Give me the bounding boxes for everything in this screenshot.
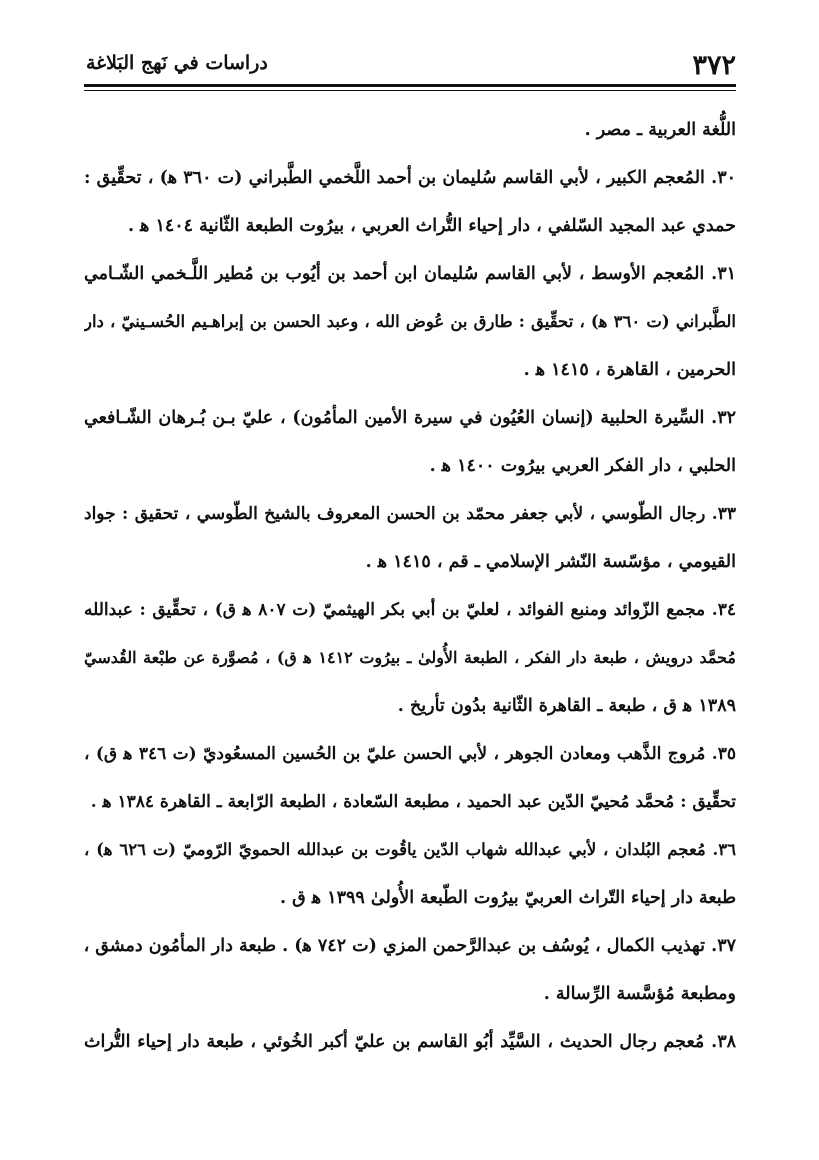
text-line: تحقِّيق : مُحمَّد مُحييّ الدّين عبد الحميد ، مطبعة السّعادة ، الطبعة الرّابعة ـ القاهرة ١٣٨٤ ﻫ . <box>90 792 736 812</box>
text-line: الطَّبراني (ت ٣٦٠ ﻫ) ، تحقِّيق : طارق بن عُوض الله ، وعبد الحسن بن إبراهـيم الحُسـينيّ ، دار <box>84 312 736 331</box>
bibliography-list <box>84 108 736 1068</box>
text-line: مُحمَّد درويش ، طبعة دار الفكر ، الطبعة الأُولىٰ ـ بيرُوت ١٤١٢ ﻫ ق) ، مُصوَّرة عن طبْعة القُدسيّ <box>84 648 736 667</box>
text-line: ٣٢. السِّيرة الحلبية (إنسان العُيُون في سيرة الأمين المأمُون) ، عليّ بـن بُـرهان الشّـافعي <box>84 408 736 428</box>
header-rule-thin <box>84 90 736 91</box>
text-line: ٣٧. تهذيب الكمال ، يُوسُف بن عبدالرَّحمن المزي (ت ٧٤٢ ﻫ) . طبعة دار المأمُون دمشق ، <box>84 936 736 956</box>
text-line: الحرمين ، القاهرة ، ١٤١٥ ﻫ . <box>523 360 736 380</box>
text-line: طبعة دار إحياء التّراث العربيّ بيرُوت الطّبعة الأُولىٰ ١٣٩٩ ﻫ ق . <box>279 888 736 908</box>
text-line: ٣٣. رجال الطّوسي ، لأبي جعفر محمّد بن الحسن المعروف بالشيخ الطّوسي ، تحقيق : جواد <box>84 504 736 524</box>
header-rule-thick <box>84 84 736 87</box>
text-line: ٣٨. مُعجم رجال الحديث ، السَّيِّد أبُو القاسم بن عليّ أكبر الخُوئي ، طبعة دار إحياء التُّراث <box>84 1032 736 1052</box>
text-line: ٣٥. مُروج الذَّهب ومعادن الجوهر ، لأبي الحسن عليّ بن الحُسين المسعُوديّ (ت ٣٤٦ ﻫ ق) ، <box>84 744 736 764</box>
text-line: ٣٤. مجمع الزّوائد ومنبع الفوائد ، لعليّ بن أبي بكر الهيثميّ (ت ٨٠٧ ﻫ ق) ، تحقِّيق : عبدالله <box>84 600 736 620</box>
text-line: القيومي ، مؤسّسة النّشر الإسلامي ـ قم ، ١٤١٥ ﻫ . <box>365 552 736 572</box>
text-line: ٣٠. المُعجم الكبير ، لأبي القاسم سُليمان بن أحمد اللَّخمي الطَّبراني (ت ٣٦٠ ﻫ) ، تحقِّيق : <box>84 168 736 188</box>
page-number: ٣٧٢ <box>692 50 736 81</box>
page-header <box>84 44 736 84</box>
text-line: ومطبعة مُؤسَّسة الرِّسالة . <box>543 984 736 1004</box>
running-title: دراسات في نَهج البَلاغة <box>86 52 268 74</box>
text-line: ١٣٨٩ ﻫ ق ، طبعة ـ القاهرة الثّانية بدُون تأريخ . <box>397 696 736 716</box>
text-line: اللُّغة العربية ـ مصر . <box>584 120 736 140</box>
text-line: ٣١. المُعجم الأوسط ، لأبي القاسم سُليمان ابن أحمد بن أيُوب بن مُطير اللَّـخمي الشّـامي <box>84 264 736 284</box>
text-line: الحلبي ، دار الفكر العربي بيرُوت ١٤٠٠ ﻫ . <box>429 456 736 476</box>
text-line: ٣٦. مُعجم البُلدان ، لأبي عبدالله شهاب الدّين ياقُوت بن عبدالله الحمويّ الرّوميّ (ت ٦٢٦ ﻫ) ، <box>84 840 736 859</box>
text-line: حمدي عبد المجيد السّلفي ، دار إحياء التُّراث العربي ، بيرُوت الطبعة الثّانية ١٤٠٤ ﻫ . <box>127 216 736 236</box>
